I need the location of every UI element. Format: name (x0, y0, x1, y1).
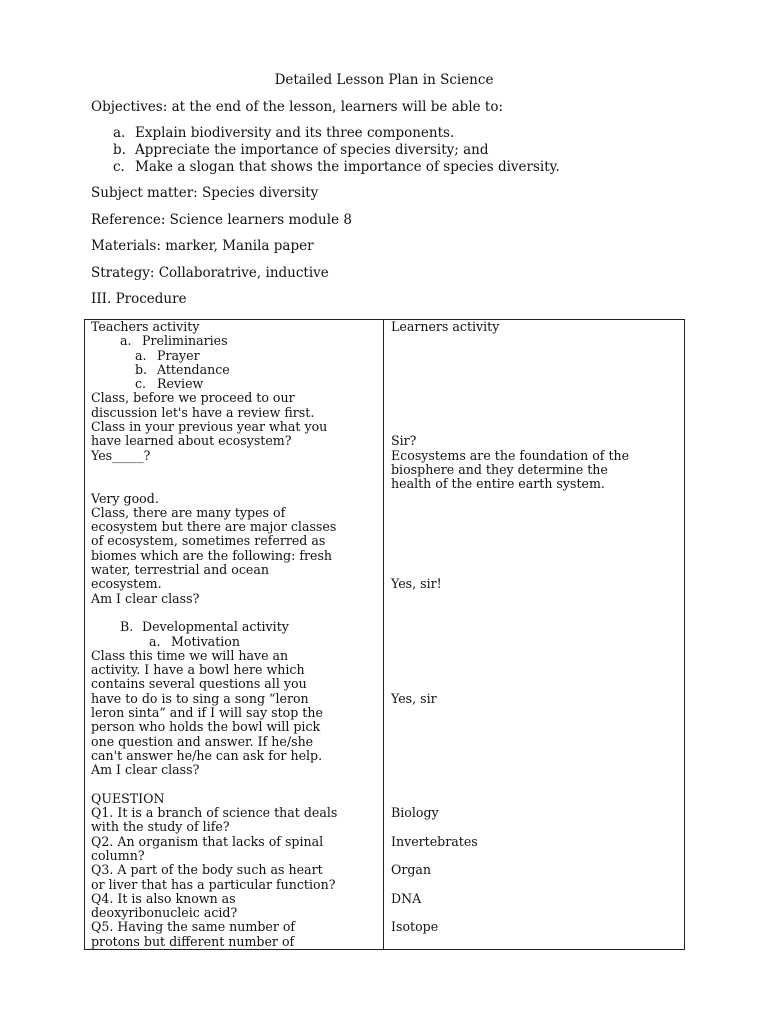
question-line: or liver that has a particular function? (91, 876, 336, 892)
teacher-line: leron sinta” and if I will say stop the (91, 705, 323, 721)
question-line: with the study of life? (91, 819, 230, 835)
teacher-line: ecosystem but there are major classes (91, 519, 337, 535)
question-line: deoxyribonucleic acid? (91, 905, 238, 921)
motivation-heading: a. Motivation (149, 633, 240, 649)
question-line: Q5. Having the same number of (91, 919, 296, 935)
teacher-line: activity. I have a bowl here which (91, 662, 305, 678)
learner-answer: DNA (391, 890, 422, 906)
teacher-line: person who holds the bowl will pick (91, 719, 321, 735)
subject-matter: Subject matter: Species diversity (91, 185, 319, 201)
question-line: Q3. A part of the body such as heart (91, 862, 323, 878)
teacher-line: of ecosystem, sometimes referred as (91, 533, 326, 549)
materials: Materials: marker, Manila paper (91, 238, 314, 254)
learner-answer: Invertebrates (391, 833, 478, 849)
preliminaries-heading: a. Preliminaries (120, 333, 228, 349)
teacher-line: Very good. (91, 490, 159, 506)
question-line: Q2. An organism that lacks of spinal (91, 833, 324, 849)
learner-column (391, 320, 681, 935)
teacher-line: Class this time we will have an (91, 647, 289, 663)
objectives-heading: Objectives: at the end of the lesson, learners will be able to: (91, 99, 504, 115)
objective-marker: b. (113, 142, 126, 158)
strategy: Strategy: Collaboratrive, inductive (91, 265, 329, 281)
objective-text: Explain biodiversity and its three components. (135, 125, 455, 141)
question-line: protons but different number of (91, 933, 295, 949)
learner-answer: Organ (391, 862, 432, 878)
learner-response: Sir? (391, 433, 417, 449)
preliminary-item: c. Review (135, 376, 204, 392)
page-title: Detailed Lesson Plan in Science (274, 72, 494, 88)
question-line: column? (91, 847, 145, 863)
learner-answer: Isotope (391, 919, 439, 935)
teacher-line: have learned about ecosystem? (91, 433, 292, 449)
objective-marker: a. (113, 125, 126, 141)
teacher-header: Teachers activity (91, 319, 200, 334)
teacher-line: one question and answer. If he/she (91, 733, 314, 749)
teacher-line: Class in your previous year what you (91, 419, 328, 435)
teacher-line: Am I clear class? (91, 762, 200, 778)
teacher-line: Class, there are many types of (91, 504, 286, 520)
question-line: Q1. It is a branch of science that deals (91, 805, 338, 821)
question-heading: QUESTION (91, 790, 165, 806)
question-line: Q4. It is also known as (91, 890, 236, 906)
objective-item (113, 159, 560, 175)
learner-answer: Biology (391, 805, 439, 821)
procedure-table (84, 319, 685, 950)
preliminary-item: b. Attendance (135, 361, 230, 377)
learner-response: Yes, sir! (391, 576, 442, 592)
teacher-line: Class, before we proceed to our (91, 390, 295, 406)
column-divider (383, 320, 384, 949)
objective-item (113, 142, 488, 158)
teacher-line: have to do is to sing a song “leron (91, 690, 309, 706)
developmental-heading: B. Developmental activity (120, 619, 289, 635)
objective-item (113, 125, 454, 141)
teacher-line: contains several questions all you (91, 676, 307, 692)
preliminary-item: a. Prayer (135, 347, 200, 363)
teacher-line: can't answer he/he can ask for help. (91, 747, 323, 763)
teacher-line: Yes_____? (91, 447, 151, 463)
learner-response: biosphere and they determine the (391, 461, 608, 477)
procedure-heading: III. Procedure (91, 291, 187, 307)
teacher-line: water, terrestrial and ocean (91, 562, 269, 578)
teacher-line: biomes which are the following: fresh (91, 547, 333, 563)
teacher-line: discussion let's have a review first. (91, 404, 315, 420)
teacher-line: Am I clear class? (91, 590, 200, 606)
objective-marker: c. (113, 159, 125, 175)
learner-header: Learners activity (391, 319, 500, 334)
objective-text: Make a slogan that shows the importance of species diversity. (135, 159, 560, 175)
objective-text: Appreciate the importance of species diversity; and (135, 142, 489, 158)
teacher-line: ecosystem. (91, 576, 162, 592)
teacher-column (91, 320, 381, 949)
learner-response: Yes, sir (391, 690, 437, 706)
reference: Reference: Science learners module 8 (91, 212, 352, 228)
learner-response: health of the entire earth system. (391, 476, 605, 492)
learner-response: Ecosystems are the foundation of the (391, 447, 630, 463)
